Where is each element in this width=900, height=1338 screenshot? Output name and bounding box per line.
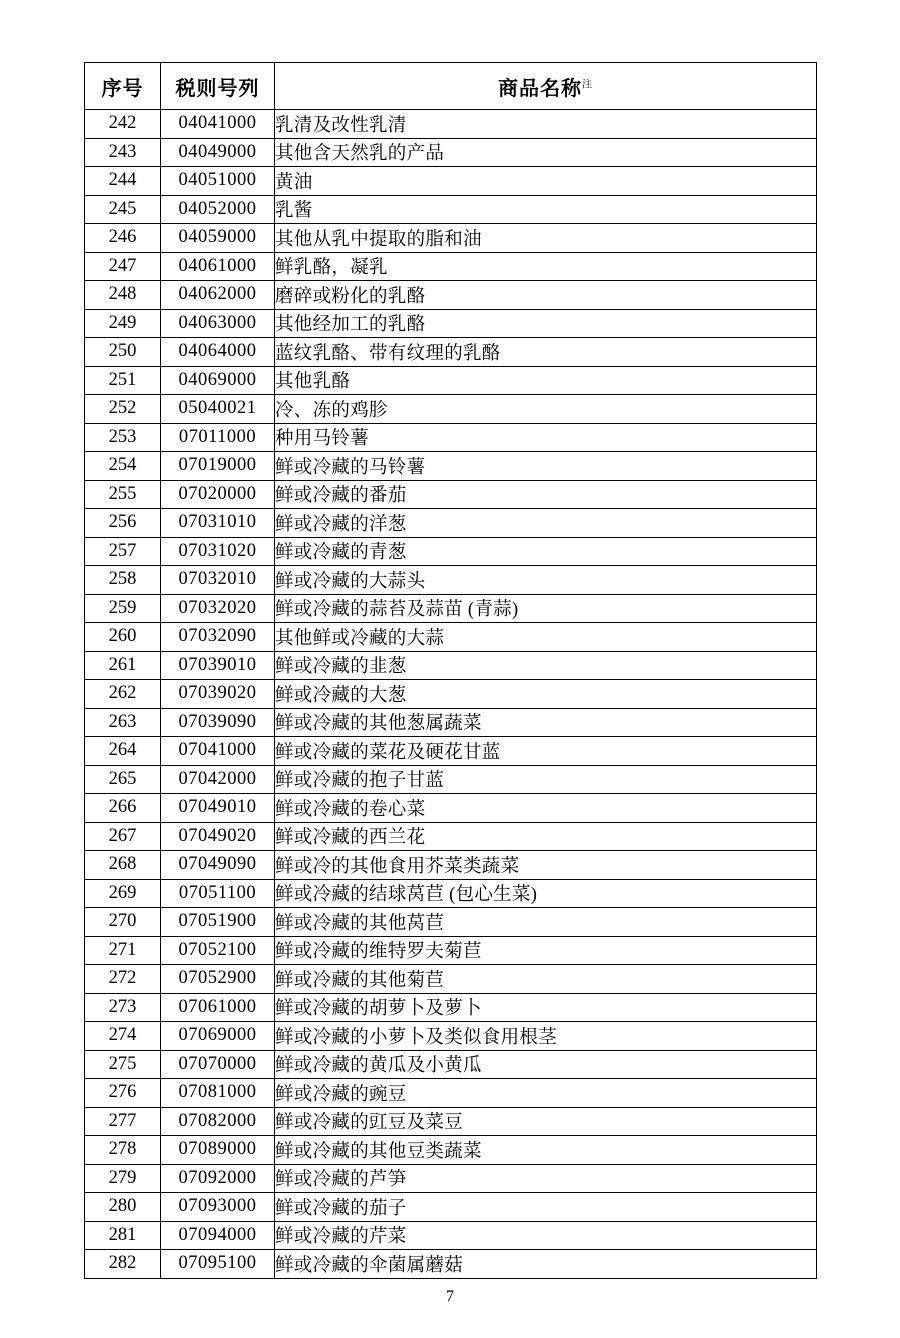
cell-commodity-name: 鲜或冷藏的胡萝卜及萝卜 <box>275 993 817 1022</box>
cell-tariff-code: 04059000 <box>161 224 275 253</box>
cell-sequence: 275 <box>85 1050 161 1079</box>
column-header-commodity-name <box>275 63 817 110</box>
table-row <box>85 993 817 1022</box>
cell-sequence: 273 <box>85 993 161 1022</box>
cell-sequence: 271 <box>85 936 161 965</box>
table-row <box>85 423 817 452</box>
cell-tariff-code: 04052000 <box>161 195 275 224</box>
cell-tariff-code: 07039010 <box>161 651 275 680</box>
cell-sequence: 262 <box>85 680 161 709</box>
cell-sequence: 247 <box>85 252 161 281</box>
cell-tariff-code: 07042000 <box>161 765 275 794</box>
cell-tariff-code: 07031020 <box>161 537 275 566</box>
cell-sequence: 259 <box>85 594 161 623</box>
cell-commodity-name: 鲜或冷藏的菜花及硬花甘蓝 <box>275 737 817 766</box>
column-header-sequence: 序号 <box>85 63 161 110</box>
cell-tariff-code: 07093000 <box>161 1193 275 1222</box>
cell-sequence: 274 <box>85 1022 161 1051</box>
cell-sequence: 282 <box>85 1250 161 1279</box>
cell-tariff-code: 07089000 <box>161 1136 275 1165</box>
cell-commodity-name: 鲜或冷藏的马铃薯 <box>275 452 817 481</box>
cell-commodity-name: 鲜或冷藏的芦笋 <box>275 1164 817 1193</box>
cell-tariff-code: 07069000 <box>161 1022 275 1051</box>
cell-commodity-name: 鲜或冷藏的其他葱属蔬菜 <box>275 708 817 737</box>
cell-tariff-code: 07094000 <box>161 1221 275 1250</box>
cell-tariff-code: 04041000 <box>161 110 275 139</box>
cell-tariff-code: 07082000 <box>161 1107 275 1136</box>
cell-tariff-code: 05040021 <box>161 395 275 424</box>
table-row <box>85 366 817 395</box>
cell-commodity-name: 其他鲜或冷藏的大蒜 <box>275 623 817 652</box>
cell-sequence: 242 <box>85 110 161 139</box>
cell-tariff-code: 07031010 <box>161 509 275 538</box>
cell-tariff-code: 07049090 <box>161 851 275 880</box>
table-row <box>85 1107 817 1136</box>
table-row <box>85 480 817 509</box>
cell-tariff-code: 07041000 <box>161 737 275 766</box>
table-row <box>85 651 817 680</box>
cell-tariff-code: 07052100 <box>161 936 275 965</box>
table-row <box>85 737 817 766</box>
cell-commodity-name: 其他经加工的乳酪 <box>275 309 817 338</box>
cell-sequence: 276 <box>85 1079 161 1108</box>
cell-sequence: 281 <box>85 1221 161 1250</box>
cell-sequence: 255 <box>85 480 161 509</box>
table-row <box>85 537 817 566</box>
cell-commodity-name: 鲜或冷藏的结球莴苣 (包心生菜) <box>275 879 817 908</box>
cell-tariff-code: 07061000 <box>161 993 275 1022</box>
cell-sequence: 267 <box>85 822 161 851</box>
table-row <box>85 138 817 167</box>
cell-commodity-name: 磨碎或粉化的乳酪 <box>275 281 817 310</box>
cell-tariff-code: 04049000 <box>161 138 275 167</box>
cell-sequence: 254 <box>85 452 161 481</box>
cell-commodity-name: 鲜或冷藏的维特罗夫菊苣 <box>275 936 817 965</box>
cell-commodity-name: 鲜或冷藏的韭葱 <box>275 651 817 680</box>
table-row <box>85 594 817 623</box>
cell-sequence: 272 <box>85 965 161 994</box>
cell-tariff-code: 04063000 <box>161 309 275 338</box>
cell-sequence: 250 <box>85 338 161 367</box>
table-row <box>85 224 817 253</box>
cell-tariff-code: 07020000 <box>161 480 275 509</box>
cell-sequence: 268 <box>85 851 161 880</box>
table-row <box>85 452 817 481</box>
cell-sequence: 256 <box>85 509 161 538</box>
cell-commodity-name: 鲜或冷藏的伞菌属蘑菇 <box>275 1250 817 1279</box>
table-body <box>85 110 817 1279</box>
cell-commodity-name: 鲜或冷藏的卷心菜 <box>275 794 817 823</box>
cell-commodity-name: 乳清及改性乳清 <box>275 110 817 139</box>
table-row <box>85 1221 817 1250</box>
cell-tariff-code: 07051900 <box>161 908 275 937</box>
column-header-tariff-code: 税则号列 <box>161 63 275 110</box>
cell-tariff-code: 07032020 <box>161 594 275 623</box>
cell-sequence: 263 <box>85 708 161 737</box>
cell-commodity-name: 鲜或冷藏的洋葱 <box>275 509 817 538</box>
cell-sequence: 243 <box>85 138 161 167</box>
cell-sequence: 257 <box>85 537 161 566</box>
cell-sequence: 266 <box>85 794 161 823</box>
table-row <box>85 1050 817 1079</box>
table-row <box>85 794 817 823</box>
table-row <box>85 338 817 367</box>
cell-commodity-name: 鲜或冷藏的其他豆类蔬菜 <box>275 1136 817 1165</box>
cell-tariff-code: 07039090 <box>161 708 275 737</box>
cell-tariff-code: 04062000 <box>161 281 275 310</box>
cell-commodity-name: 其他含天然乳的产品 <box>275 138 817 167</box>
table-row <box>85 1079 817 1108</box>
cell-sequence: 246 <box>85 224 161 253</box>
cell-commodity-name: 鲜或冷藏的番茄 <box>275 480 817 509</box>
cell-tariff-code: 07051100 <box>161 879 275 908</box>
table-row <box>85 765 817 794</box>
cell-tariff-code: 04061000 <box>161 252 275 281</box>
cell-tariff-code: 07019000 <box>161 452 275 481</box>
table-row <box>85 1193 817 1222</box>
cell-tariff-code: 07049020 <box>161 822 275 851</box>
cell-commodity-name: 鲜或冷藏的大葱 <box>275 680 817 709</box>
cell-tariff-code: 07052900 <box>161 965 275 994</box>
cell-commodity-name: 乳酱 <box>275 195 817 224</box>
cell-tariff-code: 04051000 <box>161 167 275 196</box>
cell-sequence: 244 <box>85 167 161 196</box>
cell-sequence: 258 <box>85 566 161 595</box>
table-header <box>85 63 817 110</box>
cell-sequence: 248 <box>85 281 161 310</box>
cell-sequence: 251 <box>85 366 161 395</box>
cell-tariff-code: 07032090 <box>161 623 275 652</box>
cell-commodity-name: 鲜或冷藏的其他莴苣 <box>275 908 817 937</box>
cell-sequence: 261 <box>85 651 161 680</box>
table-row <box>85 680 817 709</box>
cell-commodity-name: 鲜或冷藏的茄子 <box>275 1193 817 1222</box>
table-row <box>85 879 817 908</box>
table-row <box>85 1136 817 1165</box>
cell-commodity-name: 鲜或冷藏的西兰花 <box>275 822 817 851</box>
cell-tariff-code: 07049010 <box>161 794 275 823</box>
table-row <box>85 1164 817 1193</box>
table-row <box>85 965 817 994</box>
cell-sequence: 269 <box>85 879 161 908</box>
cell-commodity-name: 种用马铃薯 <box>275 423 817 452</box>
cell-tariff-code: 07011000 <box>161 423 275 452</box>
cell-commodity-name: 鲜或冷的其他食用芥菜类蔬菜 <box>275 851 817 880</box>
table-row <box>85 936 817 965</box>
table-row <box>85 395 817 424</box>
cell-commodity-name: 鲜或冷藏的黄瓜及小黄瓜 <box>275 1050 817 1079</box>
cell-commodity-name: 鲜或冷藏的其他菊苣 <box>275 965 817 994</box>
table-row <box>85 509 817 538</box>
table-row <box>85 708 817 737</box>
cell-tariff-code: 07032010 <box>161 566 275 595</box>
table-row <box>85 908 817 937</box>
cell-commodity-name: 蓝纹乳酪、带有纹理的乳酪 <box>275 338 817 367</box>
table-row <box>85 623 817 652</box>
cell-sequence: 252 <box>85 395 161 424</box>
cell-commodity-name: 鲜或冷藏的抱子甘蓝 <box>275 765 817 794</box>
cell-sequence: 279 <box>85 1164 161 1193</box>
table-row <box>85 110 817 139</box>
cell-tariff-code: 07092000 <box>161 1164 275 1193</box>
cell-sequence: 249 <box>85 309 161 338</box>
cell-sequence: 270 <box>85 908 161 937</box>
table-row <box>85 1022 817 1051</box>
cell-commodity-name: 鲜或冷藏的小萝卜及类似食用根茎 <box>275 1022 817 1051</box>
cell-commodity-name: 鲜或冷藏的蒜苔及蒜苗 (青蒜) <box>275 594 817 623</box>
tariff-table <box>84 62 817 1279</box>
cell-sequence: 265 <box>85 765 161 794</box>
table-row <box>85 309 817 338</box>
cell-sequence: 245 <box>85 195 161 224</box>
table-header-row <box>85 63 817 110</box>
page-number: 7 <box>446 1288 454 1305</box>
cell-tariff-code: 04064000 <box>161 338 275 367</box>
cell-sequence: 280 <box>85 1193 161 1222</box>
cell-commodity-name: 鲜乳酪，凝乳 <box>275 252 817 281</box>
cell-commodity-name: 鲜或冷藏的大蒜头 <box>275 566 817 595</box>
cell-commodity-name: 鲜或冷藏的芹菜 <box>275 1221 817 1250</box>
cell-commodity-name: 鲜或冷藏的豇豆及菜豆 <box>275 1107 817 1136</box>
cell-sequence: 278 <box>85 1136 161 1165</box>
cell-commodity-name: 冷、冻的鸡胗 <box>275 395 817 424</box>
table-row <box>85 851 817 880</box>
cell-commodity-name: 其他乳酪 <box>275 366 817 395</box>
table-row <box>85 195 817 224</box>
cell-commodity-name: 其他从乳中提取的脂和油 <box>275 224 817 253</box>
cell-commodity-name: 鲜或冷藏的豌豆 <box>275 1079 817 1108</box>
cell-tariff-code: 04069000 <box>161 366 275 395</box>
cell-tariff-code: 07070000 <box>161 1050 275 1079</box>
table-row <box>85 822 817 851</box>
cell-tariff-code: 07081000 <box>161 1079 275 1108</box>
cell-sequence: 264 <box>85 737 161 766</box>
table-row <box>85 1250 817 1279</box>
column-header-commodity-name-text: 商品名称 <box>498 77 582 100</box>
table-row <box>85 281 817 310</box>
cell-sequence: 277 <box>85 1107 161 1136</box>
cell-tariff-code: 07039020 <box>161 680 275 709</box>
cell-tariff-code: 07095100 <box>161 1250 275 1279</box>
table-row <box>85 252 817 281</box>
cell-sequence: 253 <box>85 423 161 452</box>
table-row <box>85 167 817 196</box>
cell-commodity-name: 黄油 <box>275 167 817 196</box>
cell-commodity-name: 鲜或冷藏的青葱 <box>275 537 817 566</box>
table-row <box>85 566 817 595</box>
tariff-table-container <box>84 62 816 1279</box>
cell-sequence: 260 <box>85 623 161 652</box>
column-header-note-superscript: 注 <box>582 78 593 90</box>
